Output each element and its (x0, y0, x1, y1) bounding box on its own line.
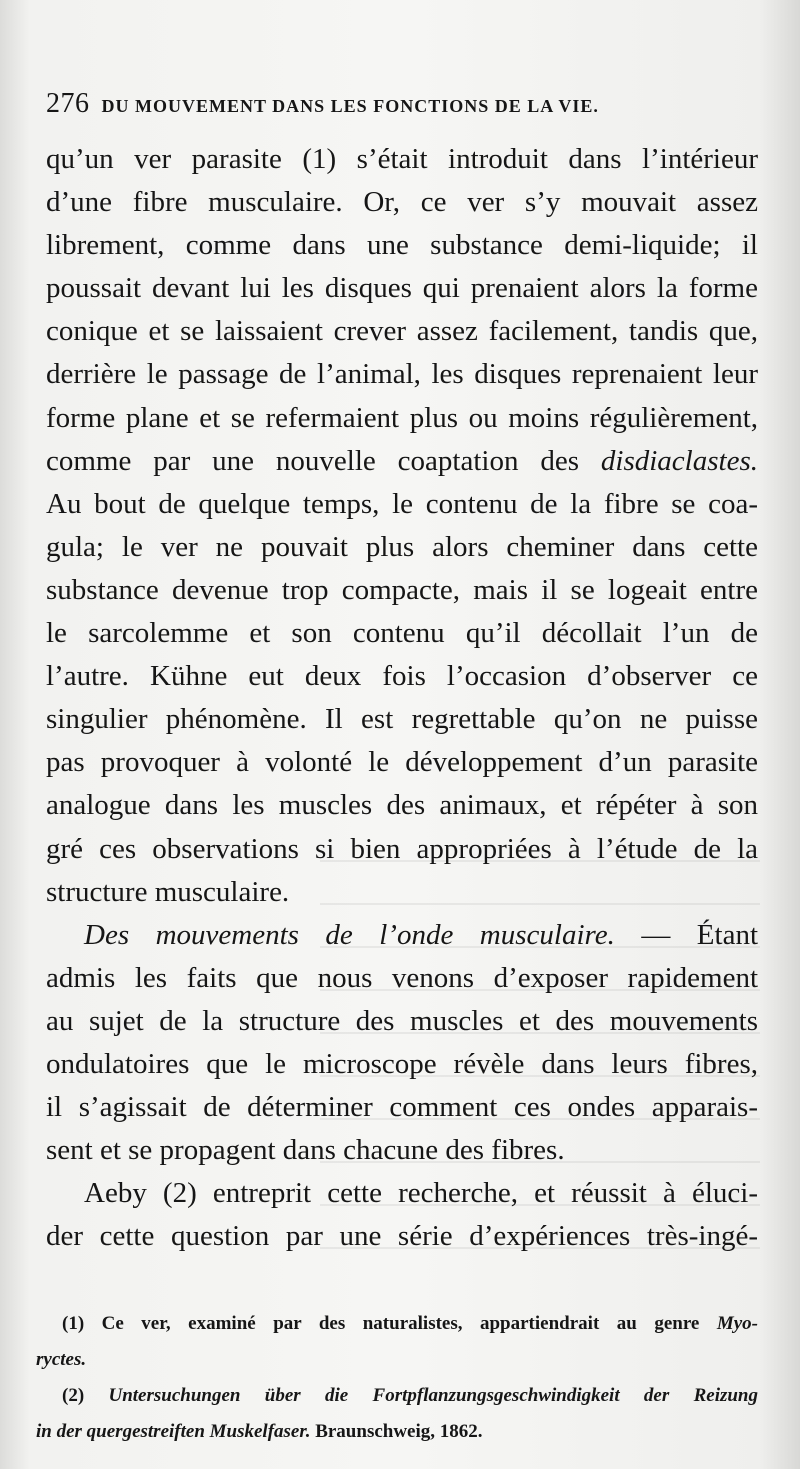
footnote-1-genus: Myo- (716, 1313, 758, 1334)
footnote-1-text: (1) Ce ver, examiné par des naturalistes, appartiendrait au genre (62, 1313, 700, 1334)
footnote-2-continuation (36, 1414, 758, 1450)
text-line: analogue dans les muscles des animaux, et répéter à son (46, 789, 758, 822)
footnote-2-imprint: Braunschweig, 1862. (315, 1421, 483, 1442)
text-line: qu’un ver parasite (1) s’était introduit dans l’intérieur (46, 143, 758, 175)
text-line: poussait devant lui les disques qui prenaient alors la forme (46, 272, 758, 305)
text-line: admis les faits que nous venons d’exposer rapidement (46, 961, 758, 994)
paragraph-end-line: structure musculaire. (46, 875, 290, 908)
italic-term: disdiaclastes. (600, 444, 758, 477)
text-line: d’une fibre musculaire. Or, ce ver s’y mouvait assez (46, 186, 758, 219)
footnote-2-marker: (2) (62, 1385, 85, 1406)
text-line: il s’agissait de déterminer comment ces ondes apparais- (46, 1091, 758, 1124)
text-line: gré ces observations si bien appropriées à l’étude de la (46, 832, 758, 865)
paragraph-end-line: sent et se propagent dans chacune des fibres. (46, 1134, 565, 1167)
footnote-2 (36, 1378, 758, 1414)
footnote-1 (36, 1306, 758, 1342)
text-line: le sarcolemme et son contenu qu’il décollait l’un de (46, 617, 758, 650)
text-line: conique et se laissaient crever assez facilement, tandis que, (46, 315, 758, 348)
text-line: l’autre. Kühne eut deux fois l’occasion d’observer ce (46, 660, 758, 693)
footnote-1-continuation (36, 1342, 758, 1378)
footnote-1-genus-end: ryctes. (36, 1349, 87, 1370)
text-line-start: comme par une nouvelle coaptation des (46, 444, 580, 477)
section-heading: Des mouvements de l’onde musculaire. (84, 918, 615, 951)
text-line: librement, comme dans une substance demi-liquide; il (46, 229, 758, 262)
running-title: DU MOUVEMENT DANS LES FONCTIONS DE LA VIE. (101, 96, 599, 116)
section-heading-line (46, 914, 758, 957)
footnotes (36, 1306, 758, 1450)
text-line: der cette question par une série d’expériences très-ingé- (46, 1220, 758, 1253)
text-line: pas provoquer à volonté le développement d’un parasite (46, 746, 758, 779)
main-text (46, 138, 758, 1258)
text-line: ondulatoires que le microscope révèle dans leurs fibres, (46, 1047, 758, 1080)
text-line-with-term (46, 440, 758, 483)
text-line: substance devenue trop compacte, mais il se logeait entre (46, 573, 758, 606)
text-line: Au bout de quelque temps, le contenu de la fibre se coa- (46, 487, 758, 520)
running-header (46, 88, 756, 132)
section-heading-continuation: — Étant (641, 918, 758, 951)
footnote-2-title: Untersuchungen über die Fortpflanzungsgeschwindigkeit der Reizung (108, 1385, 758, 1406)
text-line: Aeby (2) entreprit cette recherche, et réussit à éluci- (84, 1177, 758, 1210)
footnote-2-title-end: in der quergestreiften Muskelfaser. (36, 1421, 311, 1442)
text-line: au sujet de la structure des muscles et des mouvements (46, 1004, 758, 1037)
text-line: singulier phénomène. Il est regrettable qu’on ne puisse (46, 703, 758, 736)
text-line: gula; le ver ne pouvait plus alors cheminer dans cette (46, 530, 758, 563)
text-line: derrière le passage de l’animal, les disques reprenaient leur (46, 358, 758, 391)
text-line: forme plane et se refermaient plus ou moins régulièrement, (46, 401, 758, 434)
page-number: 276 (46, 88, 90, 119)
